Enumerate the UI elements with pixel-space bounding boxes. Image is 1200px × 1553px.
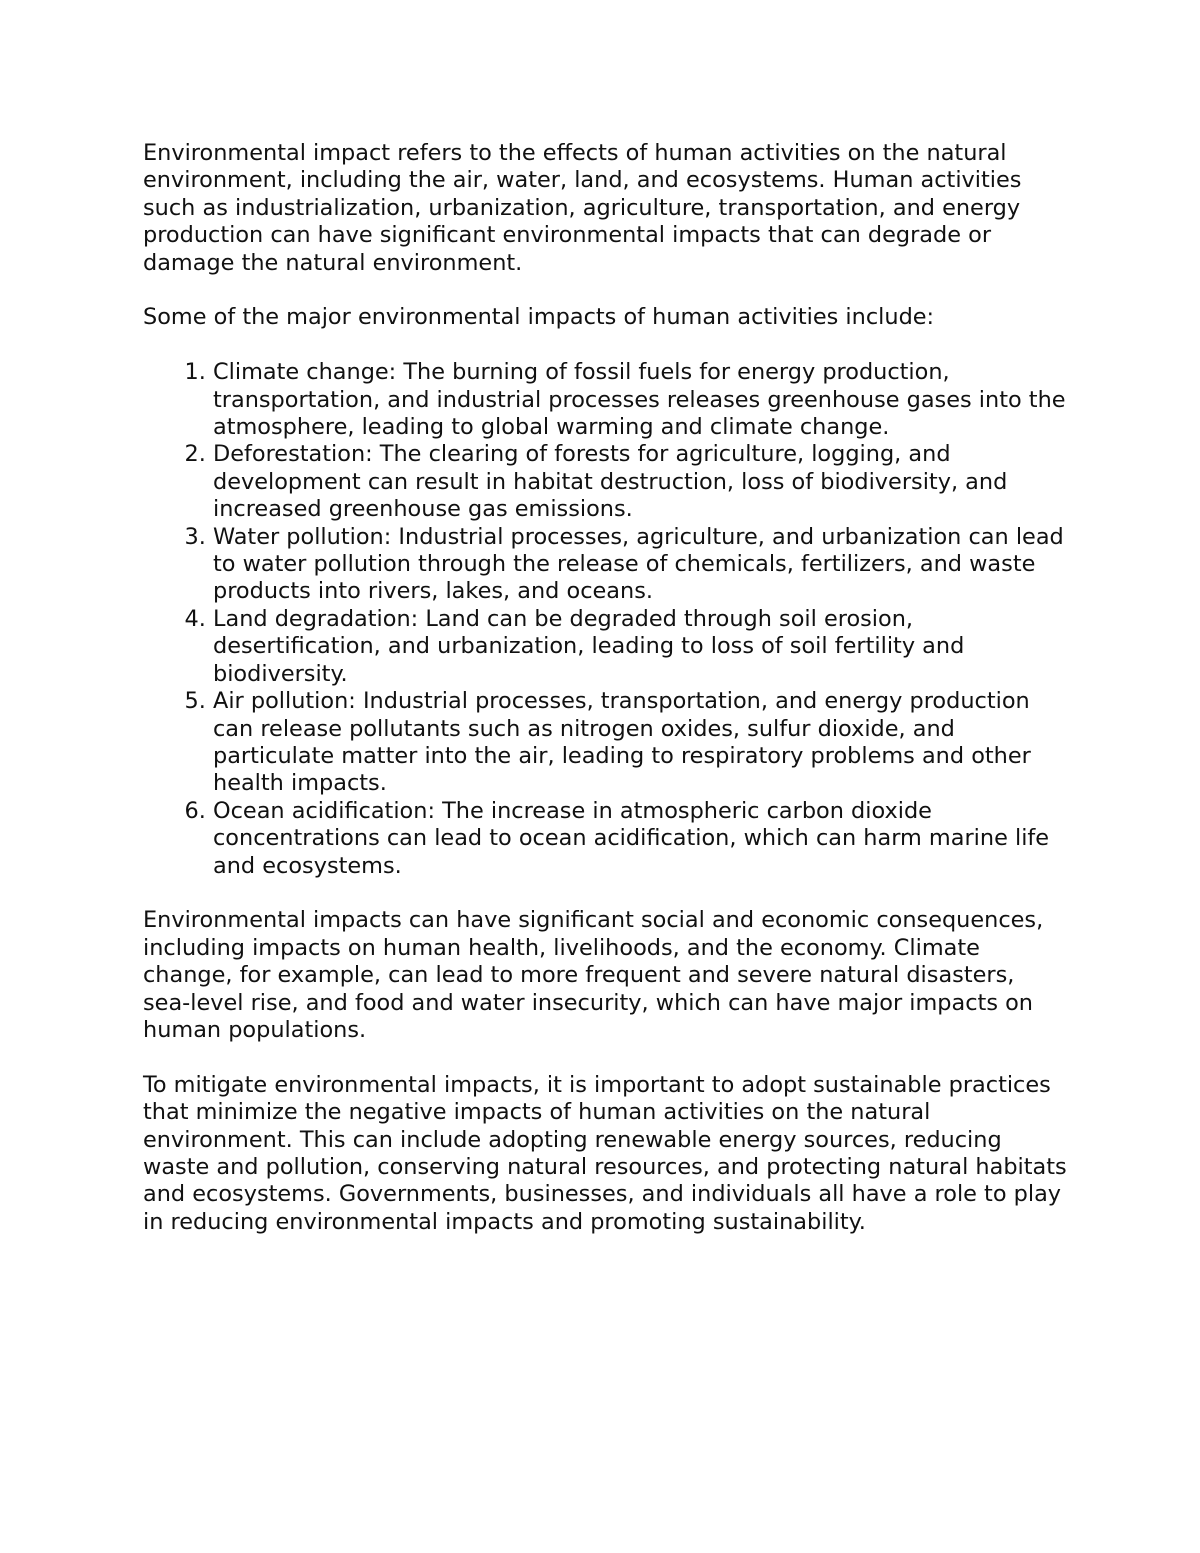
- impacts-list: [143, 359, 1068, 880]
- document-body: [143, 140, 1068, 1264]
- list-item: 2. Deforestation: The clearing of forests for agriculture, logging, and development can result in habitat destruction, loss of biodiversity, and increased greenhouse gas emissions.: [213, 441, 1068, 523]
- intro-paragraph: Environmental impact refers to the effects of human activities on the natural environment, including the air, water, land, and ecosystems. Human activities such as industrialization, urbanization, agriculture, transportation, and energy production can have significant environmental impacts that can degrade or damage the natural environment.: [143, 140, 1022, 276]
- list-item: 5. Air pollution: Industrial processes, transportation, and energy production can release pollutants such as nitrogen oxides, sulfur dioxide, and particulate matter into the air, leading to respiratory problems and other health impacts.: [213, 688, 1068, 798]
- list-item: 3. Water pollution: Industrial processes, agriculture, and urbanization can lead to water pollution through the release of chemicals, fertilizers, and waste products into rivers, lakes, and oceans.: [213, 524, 1068, 606]
- mitigation-paragraph: To mitigate environmental impacts, it is important to adopt sustainable practices that minimize the negative impacts of human activities on the natural environment. This can include adopting renewable energy sources, reducing waste and pollution, conserving natural resources, and protecting natural habitats and ecosystems. Governments, businesses, and individuals all have a role to play in reducing environmental impacts and promoting sustainability.: [143, 1071, 1067, 1235]
- list-item: 6. Ocean acidification: The increase in atmospheric carbon dioxide concentrations can lead to ocean acidification, which can harm marine life and ecosystems.: [213, 798, 1068, 880]
- list-intro-paragraph: Some of the major environmental impacts of human activities include:: [143, 304, 935, 331]
- list-item: 4. Land degradation: Land can be degraded through soil erosion, desertification, and urbanization, leading to loss of soil fertility and biodiversity.: [213, 606, 1068, 688]
- list-item: 1. Climate change: The burning of fossil fuels for energy production, transportation, and industrial processes releases greenhouse gases into the atmosphere, leading to global warming and climate change.: [213, 359, 1068, 441]
- consequences-paragraph: Environmental impacts can have significant social and economic consequences, including impacts on human health, livelihoods, and the economy. Climate change, for example, can lead to more frequent and severe natural disasters, sea-level rise, and food and water insecurity, which can have major impacts on human populations.: [143, 907, 1044, 1043]
